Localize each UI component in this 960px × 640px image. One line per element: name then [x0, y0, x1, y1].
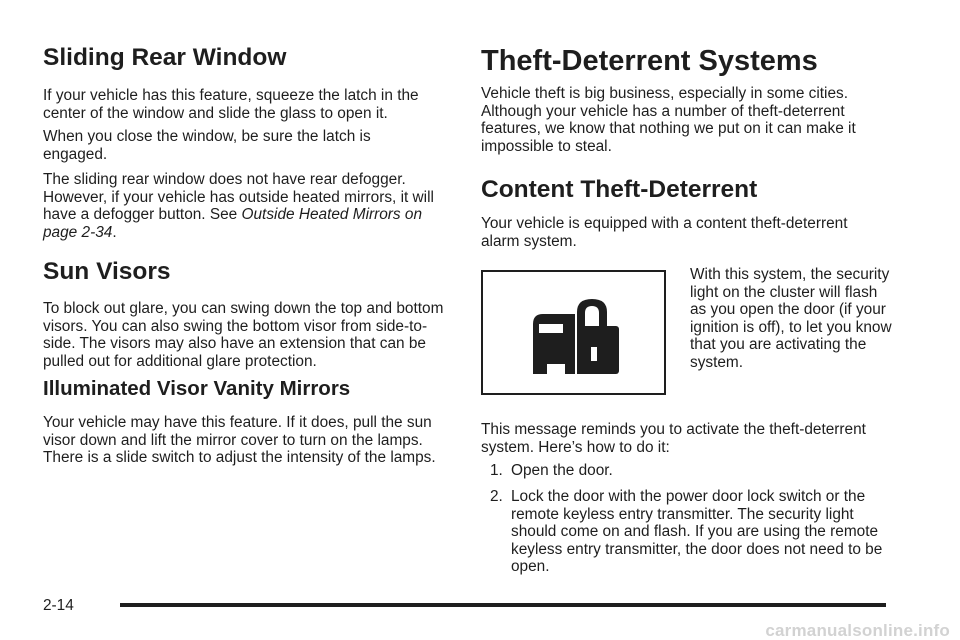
defogger-text: The sliding rear window does not have rear defogger. However, if your vehicle has outside heated mirrors, it will have a defogger button. See: [43, 171, 434, 223]
step-number: 2.: [490, 488, 503, 505]
security-light-figure: [481, 270, 666, 395]
step-text: Lock the door with the power door lock switch or the remote keyless entry transmitter. The security light should come on and flash. If you are using the remote keyless entry transmitter, the door does not need to be open.: [511, 488, 883, 575]
paragraph-content-theft-intro: Your vehicle is equipped with a content theft-deterrent alarm system.: [481, 215, 848, 250]
heading-theft-deterrent-systems: Theft-Deterrent Systems: [481, 45, 818, 77]
paragraph-reminder: This message reminds you to activate the theft-deterrent system. Here’s how to do it:: [481, 421, 866, 456]
paragraph-security-light: With this system, the security light on the cluster will flash as you open the door (if your ignition is off), to let you know that you are activating the system.: [690, 266, 892, 371]
security-lock-vehicle-icon: [525, 292, 625, 374]
footer-divider: [120, 603, 886, 607]
heading-sun-visors: Sun Visors: [43, 258, 171, 285]
paragraph-defogger: [43, 171, 438, 241]
paragraph-sliding-window-close: When you close the window, be sure the latch is engaged.: [43, 128, 371, 163]
watermark: carmanualsonline.info: [765, 621, 950, 640]
page-number: 2-14: [43, 597, 74, 614]
step-text: Open the door.: [511, 462, 613, 479]
heading-illuminated-mirrors: Illuminated Visor Vanity Mirrors: [43, 377, 351, 400]
paragraph-theft-intro: Vehicle theft is big business, especially in some cities. Although your vehicle has a number of theft-deterrent features, we know that nothing we put on it can make it impossible to steal.: [481, 85, 856, 155]
heading-content-theft-deterrent: Content Theft-Deterrent: [481, 176, 758, 203]
heading-sliding-rear-window: Sliding Rear Window: [43, 44, 287, 71]
step-number: 1.: [490, 462, 503, 479]
paragraph-sun-visors: To block out glare, you can swing down the top and bottom visors. You can also swing the bottom visor from side-to-side. The visors may also have an extension that can be pulled out for additional glare protection.: [43, 300, 444, 370]
paragraph-illuminated-mirrors: Your vehicle may have this feature. If it does, pull the sun visor down and lift the mirror cover to turn on the lamps. There is a slide switch to adjust the intensity of the lamps.: [43, 414, 436, 466]
paragraph-sliding-window-open: If your vehicle has this feature, squeeze the latch in the center of the window and slide the glass to open it.: [43, 87, 419, 122]
defogger-reference-link[interactable]: Outside Heated Mirrors on page 2-34: [43, 206, 423, 241]
defogger-period: .: [112, 223, 117, 241]
